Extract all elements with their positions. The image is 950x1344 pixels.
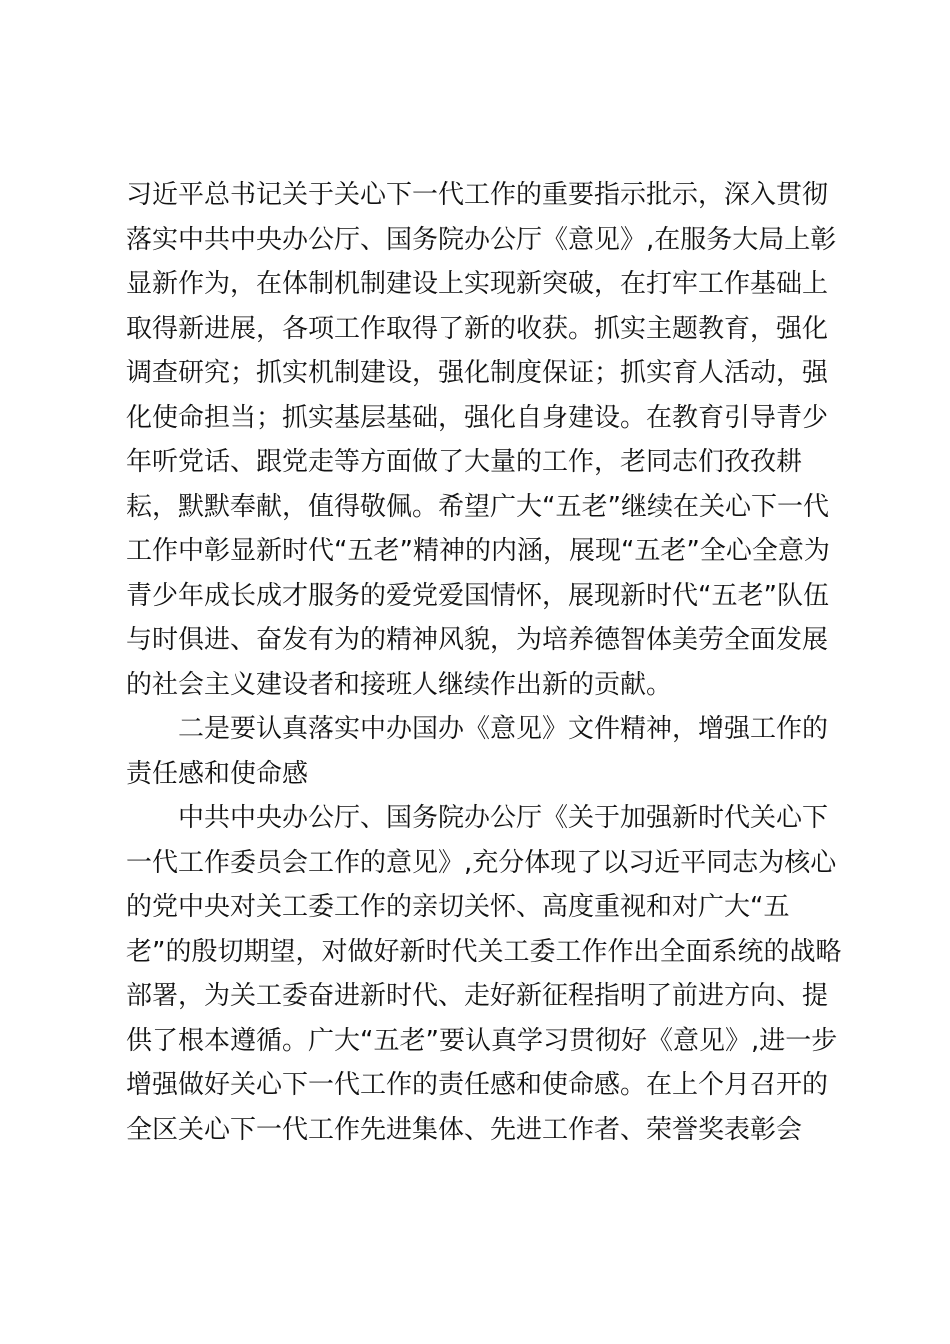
text-line: 取得新进展，各项工作取得了新的收获。抓实主题教育，强化 <box>126 313 829 344</box>
text-line: 青少年成长成才服务的爱党爱国情怀，展现新时代“五老”队伍 <box>126 580 829 611</box>
text-line: 的社会主义建设者和接班人继续作出新的贡献。 <box>126 669 673 700</box>
text-line: 调查研究；抓实机制建设，强化制度保证；抓实育人活动，强 <box>126 358 829 388</box>
section-heading-line: 二是要认真落实中办国办《意见》文件精神，增强工作的 <box>126 714 829 744</box>
text-line: 老”的殷切期望，对做好新时代关工委工作作出全面系统的战略 <box>126 936 842 967</box>
text-line: 落实中共中央办公厅、国务院办公厅《意见》,在服务大局上彰 <box>126 224 837 255</box>
text-line: 习近平总书记关于关心下一代工作的重要指示批示，深入贯彻 <box>126 180 829 210</box>
text-line: 工作中彰显新时代“五老”精神的内涵，展现“五老”全心全意为 <box>126 536 830 566</box>
section-heading-line: 责任感和使命感 <box>126 758 309 789</box>
text-line: 全区关心下一代工作先进集体、先进工作者、荣誉奖表彰会 <box>126 1114 803 1145</box>
text-line: 耘，默默奉献，值得敬佩。希望广大“五老”继续在关心下一代 <box>126 491 829 522</box>
text-line: 的党中央对关工委工作的亲切关怀、高度重视和对广大“五 <box>126 892 790 922</box>
text-line: 与时俱进、奋发有为的精神风貌，为培养德智体美劳全面发展 <box>126 625 829 655</box>
text-line: 化使命担当；抓实基层基础，强化自身建设。在教育引导青少 <box>126 402 829 433</box>
text-line: 显新作为，在体制机制建设上实现新突破，在打牢工作基础上 <box>126 269 829 299</box>
text-line: 年听党话、跟党走等方面做了大量的工作，老同志们孜孜耕 <box>126 447 803 477</box>
text-line: 供了根本遵循。广大“五老”要认真学习贯彻好《意见》,进一步 <box>126 1025 838 1056</box>
text-line: 一代工作委员会工作的意见》,充分体现了以习近平同志为核心 <box>126 847 837 878</box>
text-line: 增强做好关心下一代工作的责任感和使命感。在上个月召开的 <box>126 1070 829 1100</box>
text-line: 中共中央办公厅、国务院办公厅《关于加强新时代关心下 <box>126 803 829 833</box>
body-text <box>126 173 846 1152</box>
text-line: 部署，为关工委奋进新时代、走好新征程指明了前进方向、提 <box>126 981 829 1011</box>
